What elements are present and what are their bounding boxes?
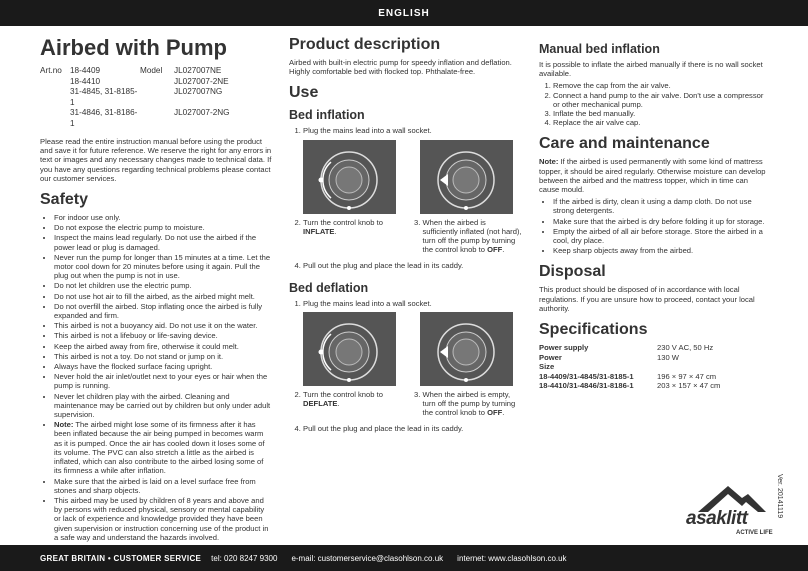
brand-tagline: ACTIVE LIFE bbox=[736, 530, 773, 536]
column-right bbox=[539, 36, 769, 391]
safety-heading: Safety bbox=[40, 191, 89, 209]
disposal-text: This product should be disposed of in accordance with local regulations. If you are unsure how to proceed, contact your local authority. bbox=[539, 285, 755, 313]
list-item: • Do not use hot air to fill the airbed, as the airbed might melt. bbox=[54, 292, 272, 301]
product-text: Airbed with built-in electric pump for speedy inflation and deflation. Highly comfortable bed with flocked top. Phthalate-free. bbox=[289, 58, 512, 77]
list-item: • Make sure that the airbed is laid on a level surface free from stones and sharp objects. bbox=[54, 477, 272, 495]
knob-inflate-figure bbox=[303, 140, 396, 214]
version-label: Ver. 20141119 bbox=[776, 474, 783, 519]
spec-label: 18-4410/31-4846/31-8186-1 bbox=[539, 381, 634, 391]
column-middle bbox=[289, 36, 522, 437]
spec-value: 230 V AC, 50 Hz bbox=[657, 343, 714, 353]
safety-list bbox=[40, 213, 272, 542]
inflation-step2: 2. Turn the control knob to INFLATE. bbox=[303, 218, 403, 236]
list-item: • Make sure that the airbed is dry before folding it up for storage. bbox=[553, 217, 769, 226]
deflation-step4: 4. Pull out the plug and place the lead in its caddy. bbox=[289, 424, 522, 433]
note-label: Note: bbox=[54, 420, 74, 430]
note-label: Note: bbox=[539, 157, 559, 167]
list-item: • This airbed may be used by children of 8 years and above and by persons with reduced physical, sensory or mental capability or lack of experience and knowledge provided they have been given supervision or instruction concerning use of the product in a safe way and understand the hazards involved. bbox=[54, 496, 272, 542]
knob-icon bbox=[303, 140, 396, 214]
spec-label: Size bbox=[539, 362, 555, 372]
list-item: 2. Connect a hand pump to the air valve. Don't use a compressor or other mechanical pump. bbox=[553, 91, 769, 109]
spec-value: 196 × 97 × 47 cm bbox=[657, 371, 717, 381]
deflation-step1: 1. Plug the mains lead into a wall socket. bbox=[289, 299, 522, 308]
list-item: • If the airbed is dirty, clean it using a damp cloth. Do not use strong detergents. bbox=[553, 197, 769, 215]
list-item-note bbox=[54, 420, 272, 475]
model-number: JL027007-2NE bbox=[174, 76, 229, 86]
note-text: If the airbed is used permanently with some kind of mattress topper, it should be aired regularly. Otherwise moisture can develop between the airbed and the mattress topper, which in time can cause mould. bbox=[539, 157, 766, 195]
list-item: • Keep the airbed away from fire, otherwise it could melt. bbox=[54, 342, 272, 351]
brand-logo bbox=[684, 482, 774, 540]
footer-phone: tel: 020 8247 9300 bbox=[211, 553, 278, 563]
knob-icon bbox=[420, 312, 513, 386]
footer-label: GREAT BRITAIN • CUSTOMER SERVICE bbox=[40, 553, 202, 563]
list-item: • Do not expose the electric pump to moisture. bbox=[54, 223, 272, 232]
column-left bbox=[40, 36, 272, 543]
list-item: • Do not let children use the electric pump. bbox=[54, 281, 272, 290]
care-heading: Care and maintenance bbox=[539, 135, 710, 153]
list-item: • Keep sharp objects away from the airbed. bbox=[553, 246, 769, 255]
specifications-table bbox=[539, 343, 769, 391]
care-list bbox=[539, 197, 769, 255]
manual-text: It is possible to inflate the airbed manually if there is no wall socket available. bbox=[539, 60, 763, 79]
list-item: • Always have the flocked surface facing upright. bbox=[54, 362, 272, 371]
inflation-figures bbox=[289, 140, 522, 214]
inflation-step4: 4. Pull out the plug and place the lead in its caddy. bbox=[289, 261, 522, 270]
spec-label: 18-4409/31-4845/31-8185-1 bbox=[539, 371, 634, 381]
list-item: • For indoor use only. bbox=[54, 213, 272, 222]
disposal-heading: Disposal bbox=[539, 263, 606, 281]
list-item: • Inspect the mains lead regularly. Do not use the airbed if the power lead or plug is damaged. bbox=[54, 233, 272, 251]
list-item: 4. Replace the air valve cap. bbox=[553, 118, 769, 127]
model-label: Model bbox=[140, 66, 163, 75]
art-number: 31-4846, 31-8186-1 bbox=[70, 108, 138, 128]
inflation-step1: 1. Plug the mains lead into a wall socket. bbox=[289, 126, 522, 135]
list-item: • This airbed is not a buoyancy aid. Do not use it on the water. bbox=[54, 321, 272, 330]
deflation-figures bbox=[289, 312, 522, 386]
knob-off-figure bbox=[420, 312, 513, 386]
product-heading: Product description bbox=[289, 36, 441, 53]
list-item: • Never run the pump for longer than 15 minutes at a time. Let the motor cool down for 20 minutes before using it again. Pull the plug out when the pump is not in use. bbox=[54, 253, 272, 281]
deflation-step3: 3. When the airbed is empty, turn off the pump by turning the control knob to OFF. bbox=[423, 390, 523, 418]
page-title: Airbed with Pump bbox=[40, 35, 227, 60]
list-item: • Empty the airbed of all air before storage. Store the airbed in a cool, dry place. bbox=[553, 227, 769, 245]
footer-bar bbox=[0, 545, 808, 571]
spec-value: 203 × 157 × 47 cm bbox=[657, 381, 721, 391]
knob-deflate-figure bbox=[303, 312, 396, 386]
list-item: • Do not overfill the airbed. Stop inflating once the airbed is fully expanded and firm. bbox=[54, 302, 272, 320]
knob-icon bbox=[420, 140, 513, 214]
list-item: • This airbed is not a toy. Do not stand or jump on it. bbox=[54, 352, 272, 361]
knob-icon bbox=[303, 312, 396, 386]
deflation-heading: Bed deflation bbox=[289, 280, 369, 295]
spec-label: Power supply bbox=[539, 343, 589, 353]
note-text: The airbed might lose some of its firmness after it has been inflated because the air being pumped in becomes warm as it is pumped. Once the air has cooled down it loses some of its volume. The PVC can also stretch a little as the airbed is inflated, which can also contribute to the airbed losing some of its firmness a while after inflation. bbox=[54, 420, 265, 476]
model-number: JL027007NG bbox=[174, 87, 223, 96]
list-item: 3. Inflate the bed manually. bbox=[553, 109, 769, 118]
inflation-steps bbox=[289, 218, 522, 258]
list-item: • Never hold the air inlet/outlet next to your eyes or hair when the pump is running. bbox=[54, 372, 272, 390]
language-header-bar bbox=[0, 0, 808, 26]
footer-email[interactable]: e-mail: customerservice@clasohlson.co.uk bbox=[291, 553, 444, 563]
list-item: • This airbed is not a lifebuoy or life-saving device. bbox=[54, 331, 272, 340]
art-number: 18-4410 bbox=[70, 76, 101, 86]
specifications-heading: Specifications bbox=[539, 321, 648, 339]
art-number: 18-4409 bbox=[70, 66, 101, 75]
language-label: ENGLISH bbox=[378, 7, 430, 19]
manual-steps bbox=[539, 81, 769, 127]
intro-text: Please read the entire instruction manual before using the product and save it for future reference. We reserve the right for any errors in text or images and any necessary changes made to technical data. If you have any questions regarding technical problems please contact our customer services. bbox=[40, 137, 272, 183]
list-item: 1. Remove the cap from the air valve. bbox=[553, 81, 769, 90]
brand-name: asaklitt bbox=[686, 508, 748, 529]
spec-value: 130 W bbox=[657, 352, 679, 362]
use-heading: Use bbox=[289, 84, 319, 102]
model-number: JL027007-2NG bbox=[174, 108, 230, 117]
manual-heading: Manual bed inflation bbox=[539, 42, 660, 56]
deflation-steps bbox=[289, 390, 522, 421]
care-note bbox=[539, 157, 769, 194]
inflation-step3: 3. When the airbed is sufficiently inflated (not hard), turn off the pump by turning the control knob to OFF. bbox=[423, 218, 523, 255]
footer-website[interactable]: internet: www.clasohlson.co.uk bbox=[457, 553, 567, 563]
art-number: 31-4845, 31-8185-1 bbox=[70, 87, 138, 107]
art-no-label: Art.no bbox=[40, 66, 62, 75]
model-number: JL027007NE bbox=[174, 66, 222, 75]
spec-label: Power bbox=[539, 352, 562, 362]
knob-off-figure bbox=[420, 140, 513, 214]
list-item: • Never let children play with the airbed. Cleaning and maintenance may be carried out by children but only under adult supervision. bbox=[54, 392, 272, 420]
article-numbers bbox=[40, 66, 272, 129]
inflation-heading: Bed inflation bbox=[289, 108, 365, 123]
deflation-step2: 2. Turn the control knob to DEFLATE. bbox=[303, 390, 403, 408]
